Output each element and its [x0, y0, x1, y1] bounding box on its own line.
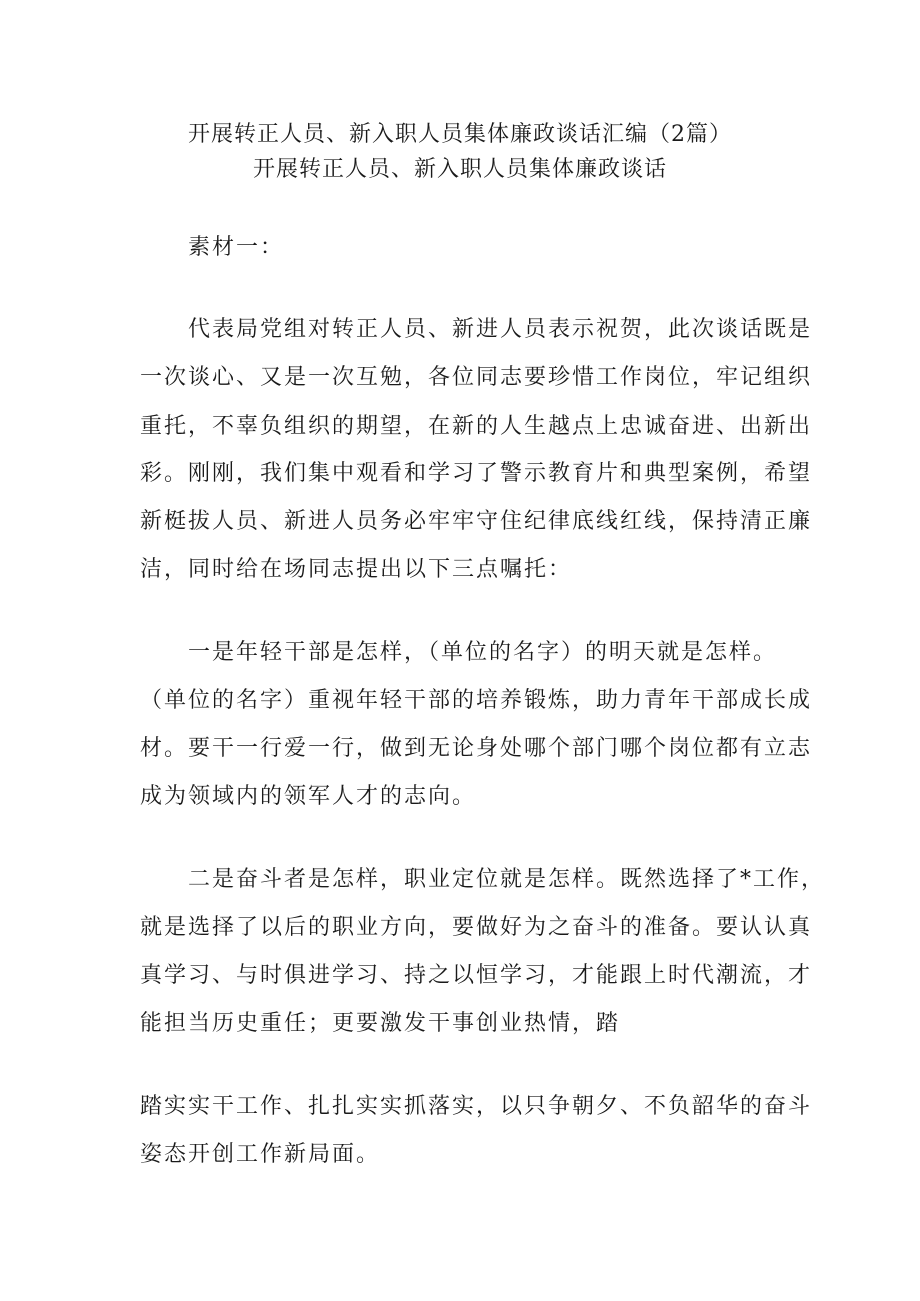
- paragraph-line: 踏实实干工作、扎扎实实抓落实，以只争朝夕、不负韶华的奋斗: [140, 1094, 813, 1119]
- document-subtitle: 开展转正人员、新入职人员集体廉政谈话: [252, 157, 667, 182]
- paragraph-line: 洁，同时给在场同志提出以下三点嘱托：: [140, 557, 573, 582]
- paragraph-line: 一是年轻干部是怎样，（单位的名字）的明天就是怎样。: [188, 640, 778, 665]
- document-title: 开展转正人员、新入职人员集体廉政谈话汇编（2篇）: [188, 122, 732, 147]
- paragraph-line: 真学习、与时俱进学习、持之以恒学习，才能跟上时代潮流，才: [140, 963, 813, 988]
- paragraph-line: 材。要干一行爱一行，做到无论身处哪个部门哪个岗位都有立志: [140, 736, 813, 761]
- paragraph-line: 新梃拔人员、新进人员务必牢牢守住纪律底线红线，保持清正廉: [140, 509, 813, 534]
- paragraph-line: 彩。刚刚，我们集中观看和学习了警示教育片和典型案例，希望: [140, 461, 813, 486]
- paragraph-line: 能担当历史重任；更要激发干事创业热情，踏: [140, 1011, 621, 1036]
- section-label: 素材一：: [188, 235, 285, 260]
- paragraph-line: 重托，不辜负组织的期望，在新的人生越点上忠诚奋进、出新出: [140, 414, 813, 439]
- paragraph-line: 成为领域内的领军人才的志向。: [140, 784, 477, 809]
- paragraph-line: 姿态开创工作新局面。: [140, 1142, 381, 1167]
- paragraph-line: （单位的名字）重视年轻干部的培养锻炼，助力青年干部成长成: [140, 688, 813, 713]
- paragraph-line: 代表局党组对转正人员、新进人员表示祝贺，此次谈话既是: [188, 317, 813, 342]
- paragraph-line: 一次谈心、又是一次互勉，各位同志要珍惜工作岗位，牢记组织: [140, 365, 813, 390]
- paragraph-line: 二是奋斗者是怎样，职业定位就是怎样。既然选择了*工作，: [188, 867, 826, 892]
- paragraph-line: 就是选择了以后的职业方向，要做好为之奋斗的准备。要认认真: [140, 915, 813, 940]
